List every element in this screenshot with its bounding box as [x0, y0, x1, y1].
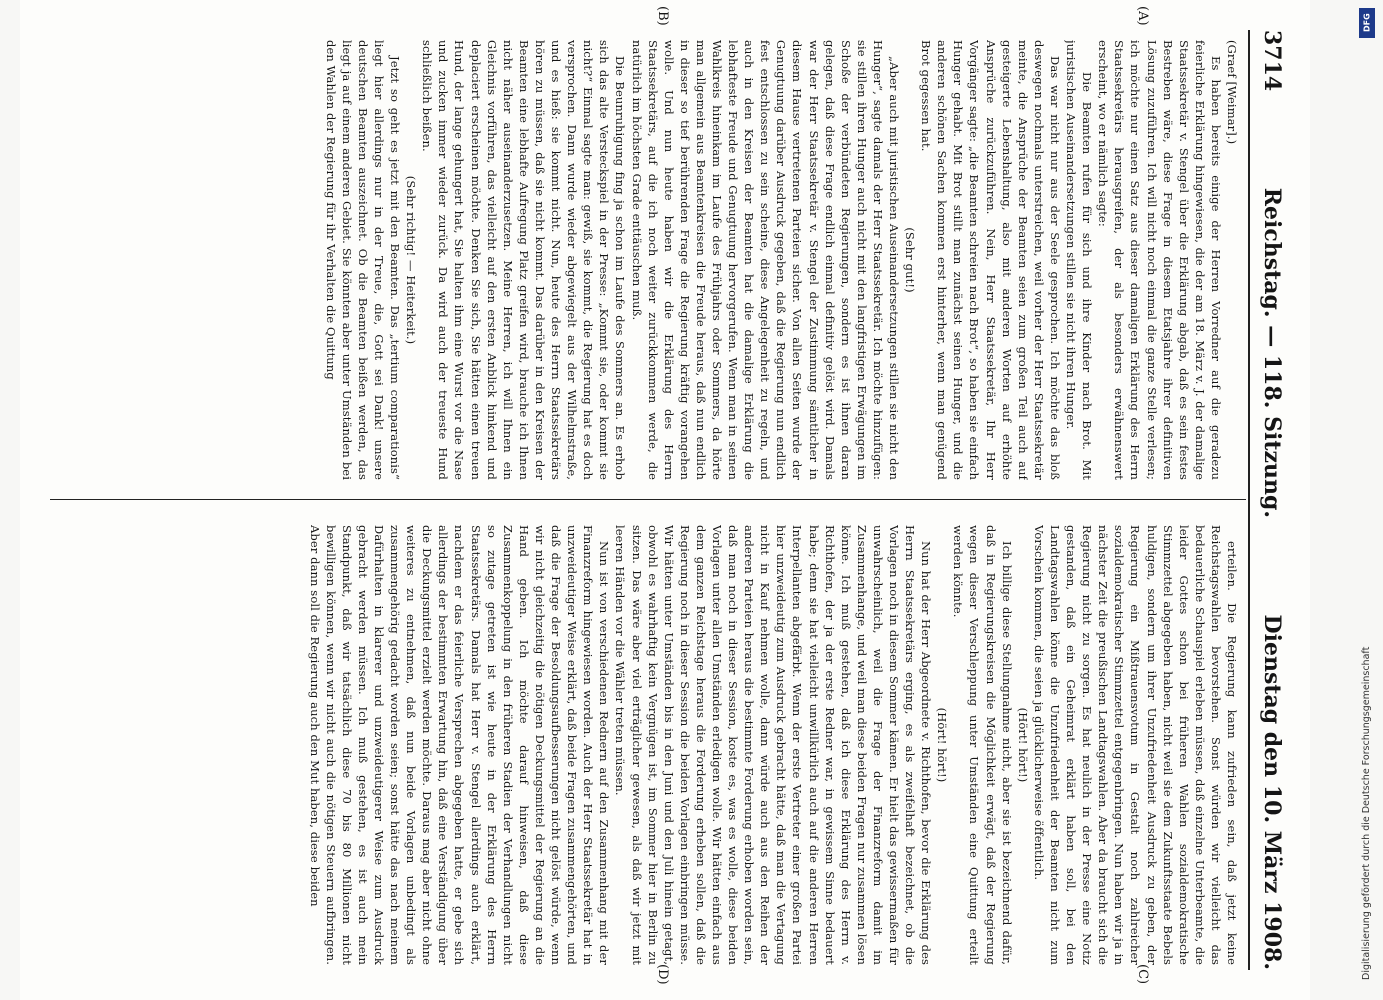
paragraph: Nun hat der Herr Abgeordnete v. Richthofen, bevor die Erklärung des Herrn Staatssekretärs erging, es als zweifelhaft bezeichnet, ob die Vorlagen noch in diesem Sommer kämen. Er hielt das gewissermaßen für unwahrscheinlich, weil die Frage der Finanzreform damit im Zusammenhange, und weil man diese beiden Fragen nur zusammen lösen könne. Ich muß gestehen, daß ich diese Erklärung des Herrn v. Richthofen, der ja der erste Redner war, in gewissem Sinne bedauert habe; denn sie hat vielleicht unwillkürlich auch auf die anderen Herren Interpellanten abgefärbt. Wenn der erste Vertreter einer großen Partei hier unzweideutig zum Ausdruck gebracht hätte, daß man die Vertagung nicht in Kauf nehmen wolle, dann würde auch aus den Reihen der anderen Parteien heraus die bestimmte Forderung erhoben worden sein, daß man noch in dieser Session, koste es, was es wolle, diese beiden Vorlagen unter allen Umständen erledigen wolle. Wir hätten einfach aus dem ganzen Reichstage heraus die Forderung erheben sollen, daß die Regierung noch in dieser Session die beiden Vorlagen einbringen müsse. Wir hätten unter Umständen bis in den Juni und den Juli hinein getagt, obwohl es wahrhaftig kein Vergnügen ist, im Sommer hier in Berlin zu sitzen. Das wäre aber viel erträglicher gewesen, als daß wir jetzt mit leeren Händen vor die Wähler treten müssen. — [613, 525, 934, 965]
credit-strip — [1361, 0, 1379, 1000]
paragraph: Nun ist von verschiedenen Rednern auf den Zusammenhang mit der Finanzreform hingewiesen worden. Auch der Herr Staatssekretär hat in unzweideutiger Weise erklärt, daß beide Fragen zusammengehörten, und daß die Frage der Besoldungsaufbesserungen nicht gelöst würde, wenn wir nicht gleichzeitig die nötigen Deckungsmittel der Regierung an die Hand geben. Ich möchte darauf hinweisen, daß diese Zusammenkoppelung in den früheren Stadien der Verhandlungen nicht so zutage getreten ist wie heute in der Erklärung des Herrn Staatssekretärs. Damals hat Herr v. Stengel allerdings auch erklärt, nachdem er das feierliche Versprechen abgegeben hatte, er gebe sich allerdings der bestimmten Erwartung hin, daß eine Verständigung über die Deckungsmittel erzielt werden möchte. Daraus mag aber nicht ohne weiteres zu entnehmen, daß nun beide Vorlagen unbedingt als zusammengehörig gedacht worden seien; sonst hätte das nach meinem Dafürhalten in klarerer und unzweideutigerer Weise zum Ausdruck gebracht werden müssen. Ich muß gestehen, es ist auch mein Standpunkt, daß wir tatsächlich diese 70 bis 80 Millionen nicht bewilligen können, wenn wir nicht auch die nötigen Steuern aufbringen. Aber dann soll die Regierung auch den Mut haben, diese beiden — [307, 525, 612, 965]
document-page — [20, 0, 1310, 1000]
interjection: (Sehr gut!) — [903, 227, 918, 293]
digitization-credit: Digitalisierung gefördert durch die Deutsche Forschungsgemeinschaft — [1361, 646, 1372, 980]
dfg-logo: DFG — [1359, 8, 1375, 38]
speaker-label: (Graef [Weimar].) — [1225, 40, 1239, 145]
session-title: Reichstag. — 118. Sitzung. — [1259, 187, 1285, 519]
margin-marker-c: (C) — [1135, 964, 1150, 985]
interjection: (Hört! hört!) — [1015, 707, 1030, 783]
header-rule — [1248, 30, 1250, 970]
right-column — [50, 525, 1240, 965]
paragraph: Die Beunruhigung fing ja schon im Laufe des Sommers an. Es erhob sich das alte Versteckspiel in der Presse: „Kommt sie, oder kommt sie nicht?“ Einmal sagte man: gewiß, sie kommt, die Regierung hat es doch versprochen. Dann wurde wieder abgewiegelt aus der Wilhelmstraße, und es hieß: sie kommt nicht. Nun, heute des Herrn Staatssekretärs hören zu müssen, daß sie nicht kommt. Das darüber in den Kreisen der Beamten eine lebhafte Aufregung Platz greifen wird, brauche ich Ihnen nicht näher auseinanderzusetzen. Meine Herren, ich will Ihnen ein Gleichnis vorführen, das vielleicht auf den ersten Anblick hinkend und deplaciert erscheinen möchte. Denken Sie sich, Sie hätten einen treuen Hund, der lange gehungert hat, Sie halten ihm eine Wurst vor die Nase und zucken immer wieder zurück. Da wird auch der treueste Hund schließlich beißen. — [420, 40, 628, 480]
paragraph: erteilen. Die Regierung kann zufrieden sein, daß jetzt keine Reichstagswahlen bevorstehen. Sonst würden wir vielleicht das bedauerliche Schauspiel erleben müssen, daß einzelne Unterbeamte, die leider Gottes schon bei früheren Wahlen sozialdemokratische Stimmzettel abgegeben haben, nicht weil sie dem Zukunftsstaate Bebels huldigen, sondern um ihrer Unzufriedenheit Ausdruck zu geben, der Regierung ein Mißtrauensvotum in Gestalt noch zahlreicher sozialdemokratischer Stimmzettel entgegenbringen. Nun haben wir ja in nächster Zeit die preußischen Landtagswahlen. Aber da braucht sich die Regierung nicht zu sorgen. Es hat neulich in der Presse eine Notiz gestanden, daß ein Geheimrat erklärt haben soll, bei den Landtagswahlen könne die Unzufriedenheit der Beamten nicht zum Vorschein kommen, die seien ja glücklicherweise öffentlich. — [1031, 525, 1239, 965]
left-column — [50, 40, 1240, 480]
paragraph: „Aber auch mit juristischen Auseinandersetzungen stillen sie nicht den Hunger“, sagte damals der Herr Staatssekretär. Ich möchte hinzufügen: sie stillen ihren Hunger auch nicht mit den langfristigen Erwägungen im Schoße der verbündeten Regierungen, sondern es ist ihnen daran gelegen, daß diese Frage endlich einmal definitiv gelöst wird. Damals war der Herr Staatssekretär v. Stengel der Zustimmung sämtlicher in diesem Hause vertretenen Parteien sicher. Von allen Seiten wurde der Genugtuung darüber Ausdruck gegeben, daß die Regierung nun endlich fest entschlossen zu sein scheine, diese Angelegenheit zu regeln, und auch in den Kreisen der Beamten hat die damalige Erklärung die lebhafteste Freude und Genugtuung hervorgerufen. Wenn man in seinen Wahlkreis hineinkam im Laufe des Frühjahrs oder Sommers, da hörte man allgemein aus Beamtenkreisen die Freude heraus, daß nun endlich in dieser so tief berührenden Frage die Regierung kräftig vorangehen wolle. Und nun heute haben wir die Erklärung des Herrn Staatssekretärs, auf die ich noch weiter zurückkommen werde, die natürlich im höchsten Grade enttäuschen muß. — [629, 40, 902, 480]
paragraph: Jetzt so geht es jetzt mit den Beamten. Das „tertium comparationis“ liegt hier allerdings nur in der Treue, die, Gott sei Dank! unsere deutschen Beamten auszeichnet. Ob die Beamten beißen werden, das liegt ja auf einem anderen Gebiet. Sie könnten aber unter Umständen bei den Wahlen der Regierung für ihr Verhalten die Quittung — [323, 40, 403, 480]
margin-marker-b: (B) — [655, 6, 670, 26]
session-date: Dienstag den 10. März 1908. — [1259, 614, 1285, 970]
interjection: (Hört! hört!) — [935, 707, 950, 783]
paragraph: Ich billige diese Stellungnahme nicht, aber sie ist bezeichnend dafür, daß in Regierungskreisen die Möglichkeit erwägt, daß der Regierung wegen dieser Verschleppung unter Umständen eine Quittung erteilt werden könnte. — [951, 525, 1014, 965]
margin-marker-d: (D) — [655, 964, 670, 985]
paragraph: Es haben bereits einige der Herren Vorredner auf die geradezu feierliche Erklärung hingewiesen, die der am 18. März v. J. der damalige Staatssekretär v. Stengel über die Erklärung abgab, daß es sein festes Bestreben wäre, diese Frage in diesem Etatsjahre ihrer definitiven Lösung zuzuführen. Ich will nicht noch einmal die ganze Stelle verlesen; ich möchte nur einen Satz aus dieser damaligen Erklärung des Herrn Staatssekretärs herausgreifen, der als besonders erwähnenswert erscheint, wo er nämlich sagte: — [1096, 40, 1223, 480]
margin-marker-a: (A) — [1135, 6, 1150, 26]
page-number: 3714 — [1259, 30, 1285, 92]
page-header — [1252, 30, 1292, 970]
column-divider — [50, 499, 1246, 500]
quotation: Die Beamten rufen für sich und ihre Kinder nach Brot. Mit juristischen Auseinandersetzungen stillen sie nicht ihren Hunger. — [1064, 40, 1095, 480]
interjection: (Sehr richtig! — Heiterkeit.) — [404, 175, 419, 345]
paragraph: Das war nicht nur aus der Seele gesprochen. Ich möchte das bloß deswegen nochmals unterstreichen, weil vorher der Herr Staatssekretär meinte, die Ansprüche der Beamten seien zum großen Teil auch auf gesteigerte Lebenshaltung, also mit anderen Worten auf erhöhte Ansprüche zurückzuführen. Nein, Herr Staatssekretär, Ihr Herr Vorgänger sagte: „die Beamten schreien nach Brot“, so haben sie einfach Hunger gehabt. Mit Brot stillt man zunächst seinen Hunger, und die anderen schönen Sachen kommen erst hinterher, wenn man genügend Brot gegessen hat. — [919, 40, 1062, 480]
